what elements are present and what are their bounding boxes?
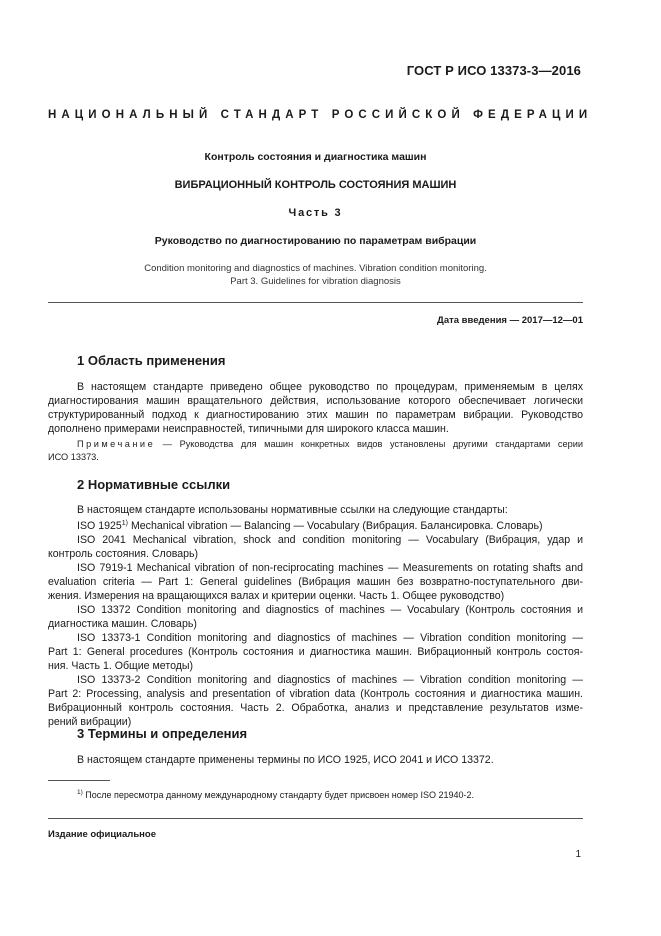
footnote-mark: 1) <box>121 520 128 527</box>
section2-heading: 2 Нормативные ссылки <box>77 477 231 492</box>
ref-iso13372: ISO 13372 Condition monitoring and diagnostics of machines — Vocabulary (Контроль состояния и <box>77 604 583 616</box>
section1-line: дополнено примерами неисправностей, типичными для широкого класса машин. <box>48 423 449 435</box>
part-label: Часть 3 <box>288 207 343 219</box>
ref-iso1925: ISO 1925$^{1)}$ Mechanical vibration — Balancing — Vocabulary (Вибрация. Балансировка. Словарь) <box>77 520 543 532</box>
part-title: Руководство по диагностированию по параметрам вибрации <box>154 235 477 247</box>
ref-iso13373-1-cont: ния. Часть 1. Общие методы) <box>48 660 194 672</box>
note-label: Примечание <box>77 439 156 449</box>
section3-heading: 3 Термины и определения <box>77 726 248 741</box>
footnote-text: После пересмотра данному международному стандарту будет присвоен номер ISO 21940-2. <box>82 790 474 800</box>
footer-divider <box>48 818 583 819</box>
edition-label: Издание официальное <box>48 829 156 840</box>
ref-iso13373-2-cont: рений вибрации) <box>48 716 132 728</box>
note-text: — Руководства для машин конкретных видов установлены другими стандартами серии <box>155 439 583 449</box>
ref-iso7919-cont: жения. Измерения на вращающихся валах и критерии оценки. Часть 1. Общее руководство) <box>48 590 505 602</box>
page-number: 1 <box>575 849 581 860</box>
section2-intro: В настоящем стандарте использованы нормативные ссылки на следующие стандарты: <box>77 504 508 516</box>
section1-paragraph <box>48 380 583 436</box>
note-text-cont: ИСО 13373. <box>48 452 99 462</box>
ref-iso13372-cont: диагностика машин. Словарь) <box>48 618 197 630</box>
english-title-line2: Part 3. Guidelines for vibration diagnosis <box>230 276 401 287</box>
ref-iso7919-cont: evaluation criteria — Part 1: General guidelines (Вибрация машин без возвратно-поступательного дви- <box>48 576 583 588</box>
ref-iso7919: ISO 7919-1 Mechanical vibration of non-reciprocating machines — Measurements on rotating shafts and <box>77 562 583 574</box>
title-divider <box>48 302 583 303</box>
section1-line: диагностирования машин вращательного действия, использование которого обеспечивает логически <box>48 395 583 407</box>
document-title: ВИБРАЦИОННЫЙ КОНТРОЛЬ СОСТОЯНИЯ МАШИН <box>174 179 457 191</box>
ref-iso13373-2: ISO 13373-2 Condition monitoring and diagnostics of machines — Vibration condition monitoring — <box>77 674 583 686</box>
english-title-line1: Condition monitoring and diagnostics of machines. Vibration condition monitoring. <box>144 263 487 274</box>
title-subtitle: Контроль состояния и диагностика машин <box>204 151 427 163</box>
footnote <box>77 789 474 800</box>
footnote-divider <box>48 780 110 781</box>
document-number: ГОСТ Р ИСО 13373-3—2016 <box>406 63 581 78</box>
ref-iso13373-1: ISO 13373-1 Condition monitoring and diagnostics of machines — Vibration condition monitoring — <box>77 632 583 644</box>
national-standard-heading: НАЦИОНАЛЬНЫЙ СТАНДАРТ РОССИЙСКОЙ ФЕДЕРАЦИИ <box>48 109 593 121</box>
section1-note <box>48 438 583 464</box>
section1-line: структурированный подход к диагностированию этих машин по параметрам вибрации. Руководство <box>48 409 583 421</box>
ref-iso13373-2-cont: Вибрационный контроль состояния. Часть 2. Обработка, анализ и представление результатов изме- <box>48 702 583 714</box>
normative-refs <box>48 503 583 729</box>
section1-heading: 1 Область применения <box>77 353 226 368</box>
section3-paragraph: В настоящем стандарте применены термины по ИСО 1925, ИСО 2041 и ИСО 13372. <box>77 754 494 766</box>
section1-line: В настоящем стандарте приведено общее руководство по процедурам, применяемым в целях <box>77 381 583 393</box>
ref-iso13373-1-cont: Part 1: General procedures (Контроль состояния и диагностика машин. Вибрационный контроль состоя- <box>48 646 583 658</box>
ref-iso2041: ISO 2041 Mechanical vibration, shock and condition monitoring — Vocabulary (Вибрация, удар и <box>77 534 583 546</box>
footnote-mark: 1) <box>77 789 83 796</box>
ref-iso13373-2-cont: Part 2: Processing, analysis and presentation of vibration data (Контроль состояния и диагностика машин. <box>48 688 583 700</box>
effective-date: Дата введения — 2017—12—01 <box>437 315 583 326</box>
ref-iso2041-cont: контроль состояния. Словарь) <box>48 548 199 560</box>
